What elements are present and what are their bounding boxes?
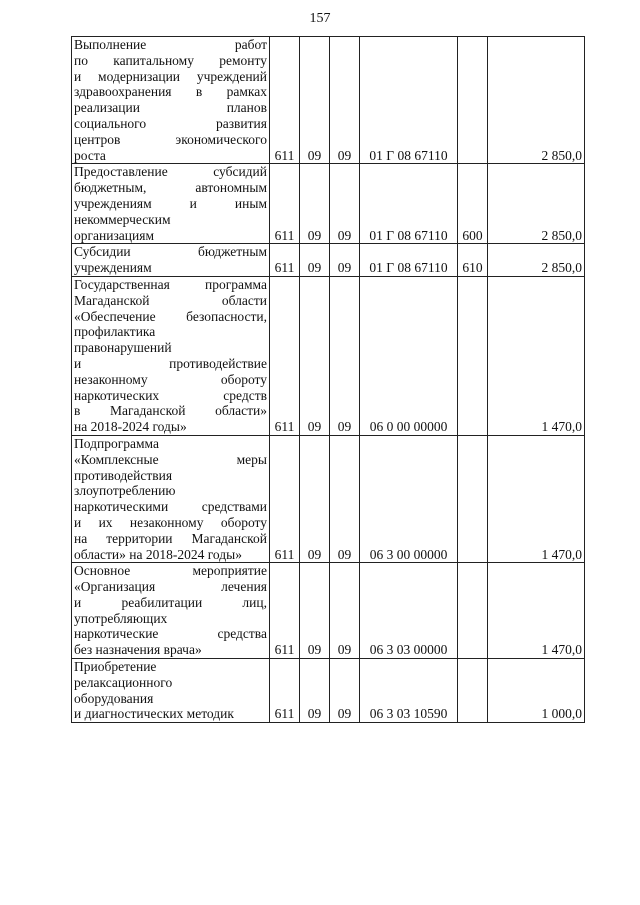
item-name-line: «Обеспечение безопасности, bbox=[74, 308, 267, 324]
amount-cell: 2 850,0 bbox=[488, 164, 585, 244]
amount-cell: 2 850,0 bbox=[488, 244, 585, 277]
item-name-cell bbox=[72, 659, 270, 723]
expense-type-cell bbox=[458, 659, 488, 723]
section-code-cell: 09 bbox=[300, 563, 330, 659]
item-name-line: Выполнение работ bbox=[74, 37, 267, 52]
item-name-line: Магаданской области bbox=[74, 292, 267, 308]
item-name-line: Предоставление субсидий bbox=[74, 164, 267, 180]
item-name-cell bbox=[72, 37, 270, 164]
item-name-line: Приобретение bbox=[74, 659, 157, 675]
item-name-line: на территории Магаданской bbox=[74, 530, 267, 546]
subsection-code-cell: 09 bbox=[330, 659, 360, 723]
expense-type-cell bbox=[458, 563, 488, 659]
section-code-cell: 09 bbox=[300, 435, 330, 562]
item-name-line: Подпрограмма bbox=[74, 435, 159, 451]
page-number: 157 bbox=[309, 11, 331, 26]
table-row bbox=[72, 244, 585, 277]
table-row bbox=[72, 164, 585, 244]
target-article-cell: 06 0 00 00000 bbox=[360, 276, 458, 435]
item-name-line: наркотическими средствами bbox=[74, 499, 267, 515]
target-article-cell: 01 Г 08 67110 bbox=[360, 164, 458, 244]
item-name-line: Государственная программа bbox=[74, 276, 267, 292]
target-article-cell: 06 3 03 00000 bbox=[360, 563, 458, 659]
section-code-cell: 09 bbox=[300, 244, 330, 277]
ministry-code-cell: 611 bbox=[270, 276, 300, 435]
item-name-line: противодействия bbox=[74, 467, 173, 483]
budget-table bbox=[71, 36, 585, 723]
subsection-code-cell: 09 bbox=[330, 164, 360, 244]
expense-type-cell: 610 bbox=[458, 244, 488, 277]
target-article-cell: 06 3 03 10590 bbox=[360, 659, 458, 723]
item-name-line: здравоохранения в рамках bbox=[74, 84, 267, 100]
item-name-line: в Магаданской области» bbox=[74, 403, 267, 419]
item-name-line: роста bbox=[74, 147, 106, 163]
section-code-cell: 09 bbox=[300, 37, 330, 164]
item-name-line: реализации планов bbox=[74, 100, 267, 116]
item-name-line: правонарушений bbox=[74, 340, 172, 356]
item-name-cell bbox=[72, 276, 270, 435]
item-name-line: «Организация лечения bbox=[74, 579, 267, 595]
table-row bbox=[72, 659, 585, 723]
amount-cell: 2 850,0 bbox=[488, 37, 585, 164]
item-name-line: социального развития bbox=[74, 115, 267, 131]
item-name-line: наркотических средств bbox=[74, 387, 267, 403]
subsection-code-cell: 09 bbox=[330, 244, 360, 277]
table-row bbox=[72, 563, 585, 659]
amount-cell: 1 470,0 bbox=[488, 563, 585, 659]
section-code-cell: 09 bbox=[300, 659, 330, 723]
item-name-line: Основное мероприятие bbox=[74, 563, 267, 579]
item-name-line: оборудования bbox=[74, 690, 154, 706]
item-name-line: некоммерческим bbox=[74, 211, 171, 227]
expense-type-cell bbox=[458, 276, 488, 435]
item-name-line: и их незаконному обороту bbox=[74, 514, 267, 530]
item-name-line: без назначения врача» bbox=[74, 642, 202, 658]
item-name-line: наркотические средства bbox=[74, 626, 267, 642]
ministry-code-cell: 611 bbox=[270, 37, 300, 164]
expense-type-cell bbox=[458, 37, 488, 164]
amount-cell: 1 470,0 bbox=[488, 435, 585, 562]
table-row bbox=[72, 276, 585, 435]
expense-type-cell bbox=[458, 435, 488, 562]
table-row bbox=[72, 435, 585, 562]
item-name-line: по капитальному ремонту bbox=[74, 52, 267, 68]
item-name-line: Субсидии бюджетным bbox=[74, 244, 267, 260]
item-name-line: организациям bbox=[74, 227, 155, 243]
item-name-line: употребляющих bbox=[74, 610, 168, 626]
item-name-line: незаконному обороту bbox=[74, 371, 267, 387]
item-name-line: центров экономического bbox=[74, 131, 267, 147]
amount-cell: 1 470,0 bbox=[488, 276, 585, 435]
item-name-line: профилактика bbox=[74, 324, 156, 340]
item-name-line: и модернизации учреждений bbox=[74, 68, 267, 84]
target-article-cell: 01 Г 08 67110 bbox=[360, 37, 458, 164]
item-name-line: бюджетным, автономным bbox=[74, 180, 267, 196]
section-code-cell: 09 bbox=[300, 276, 330, 435]
amount-cell: 1 000,0 bbox=[488, 659, 585, 723]
item-name-cell bbox=[72, 435, 270, 562]
item-name-line: злоупотреблению bbox=[74, 483, 176, 499]
item-name-line: и диагностических методик bbox=[74, 706, 234, 722]
item-name-cell bbox=[72, 563, 270, 659]
expense-type-cell: 600 bbox=[458, 164, 488, 244]
subsection-code-cell: 09 bbox=[330, 276, 360, 435]
ministry-code-cell: 611 bbox=[270, 563, 300, 659]
subsection-code-cell: 09 bbox=[330, 435, 360, 562]
item-name-line: области» на 2018-2024 годы» bbox=[74, 546, 242, 562]
item-name-cell bbox=[72, 244, 270, 277]
ministry-code-cell: 611 bbox=[270, 244, 300, 277]
target-article-cell: 01 Г 08 67110 bbox=[360, 244, 458, 277]
ministry-code-cell: 611 bbox=[270, 164, 300, 244]
item-name-line: и противодействие bbox=[74, 355, 267, 371]
item-name-cell bbox=[72, 164, 270, 244]
subsection-code-cell: 09 bbox=[330, 37, 360, 164]
target-article-cell: 06 3 00 00000 bbox=[360, 435, 458, 562]
subsection-code-cell: 09 bbox=[330, 563, 360, 659]
item-name-line: на 2018-2024 годы» bbox=[74, 419, 187, 435]
table-row bbox=[72, 37, 585, 164]
ministry-code-cell: 611 bbox=[270, 659, 300, 723]
item-name-line: «Комплексные меры bbox=[74, 451, 267, 467]
item-name-line: релаксационного bbox=[74, 674, 173, 690]
item-name-line: учреждениям и иным bbox=[74, 195, 267, 211]
item-name-line: учреждениям bbox=[74, 260, 152, 276]
section-code-cell: 09 bbox=[300, 164, 330, 244]
ministry-code-cell: 611 bbox=[270, 435, 300, 562]
item-name-line: и реабилитации лиц, bbox=[74, 594, 267, 610]
